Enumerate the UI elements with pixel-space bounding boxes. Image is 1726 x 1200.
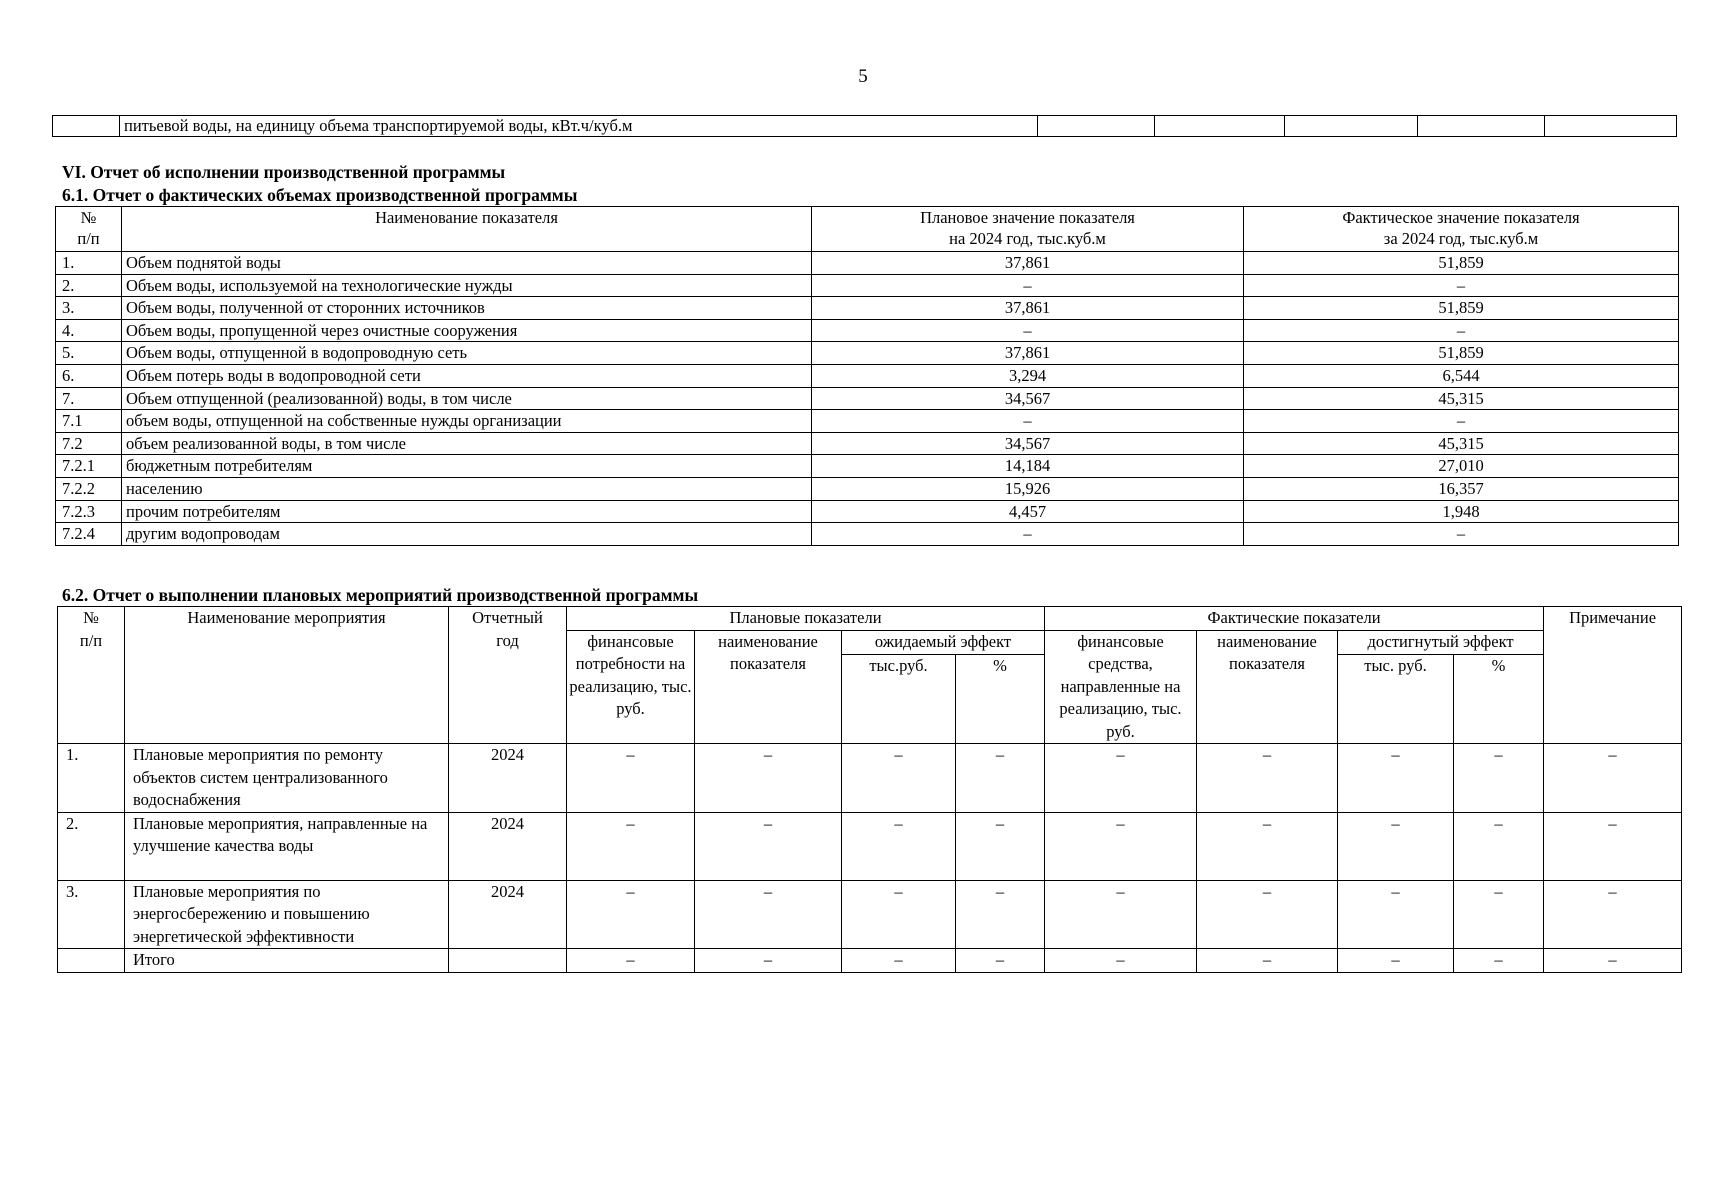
header-fact-effect-rub: тыс. руб. bbox=[1338, 654, 1454, 743]
table-6-1-title: 6.1. Отчет о фактических объемах производственной программы bbox=[62, 185, 578, 205]
table-cell bbox=[1285, 116, 1418, 137]
header-num bbox=[56, 207, 122, 252]
table-row bbox=[56, 477, 1679, 500]
row-measure-name: Плановые мероприятия по энергосбережению и повышению энергетической эффективности bbox=[125, 880, 449, 949]
row-plan-fin: – bbox=[567, 880, 695, 949]
table-row bbox=[56, 319, 1679, 342]
table-total-row bbox=[58, 949, 1682, 973]
table-row bbox=[56, 455, 1679, 478]
header-fact-indicator: наименование показателя bbox=[1197, 630, 1338, 744]
row-plan-value: 15,926 bbox=[812, 477, 1244, 500]
table-row bbox=[56, 274, 1679, 297]
header-measure-name: Наименование мероприятия bbox=[125, 607, 449, 744]
total-plan-effect-pct: – bbox=[956, 949, 1045, 973]
row-plan-indicator: – bbox=[695, 744, 842, 813]
row-plan-effect-pct: – bbox=[956, 880, 1045, 949]
table-row bbox=[56, 252, 1679, 275]
table-cell bbox=[53, 116, 120, 137]
row-fact-value: 51,859 bbox=[1244, 342, 1679, 365]
row-fact-effect-rub: – bbox=[1338, 812, 1454, 880]
row-num: 5. bbox=[56, 342, 122, 365]
row-fact-effect-rub: – bbox=[1338, 880, 1454, 949]
row-fact-fin: – bbox=[1045, 880, 1197, 949]
row-year: 2024 bbox=[449, 812, 567, 880]
row-num: 1. bbox=[58, 744, 125, 813]
volumes-table bbox=[55, 206, 1679, 546]
header-plan-line2: на 2024 год, тыс.куб.м bbox=[949, 229, 1106, 248]
header-year-line1: Отчетный bbox=[472, 608, 543, 627]
row-year: 2024 bbox=[449, 744, 567, 813]
row-name: Объем отпущенной (реализованной) воды, в том числе bbox=[122, 387, 812, 410]
row-name: Объем потерь воды в водопроводной сети bbox=[122, 364, 812, 387]
row-num: 7.2.1 bbox=[56, 455, 122, 478]
total-fact-indicator: – bbox=[1197, 949, 1338, 973]
row-fact-value: 16,357 bbox=[1244, 477, 1679, 500]
row-name: населению bbox=[122, 477, 812, 500]
row-fact-value: 1,948 bbox=[1244, 500, 1679, 523]
row-fact-value: – bbox=[1244, 319, 1679, 342]
row-measure-name: Плановые мероприятия по ремонту объектов систем централизованного водоснабжения bbox=[125, 744, 449, 813]
row-fact-fin: – bbox=[1045, 744, 1197, 813]
row-name: Объем поднятой воды bbox=[122, 252, 812, 275]
row-num: 7.2.4 bbox=[56, 523, 122, 546]
row-num: 3. bbox=[58, 880, 125, 949]
header-plan-effect-rub: тыс.руб. bbox=[842, 654, 956, 743]
table-header-row bbox=[58, 607, 1682, 631]
row-fact-value: – bbox=[1244, 523, 1679, 546]
total-year bbox=[449, 949, 567, 973]
total-fact-effect-pct: – bbox=[1454, 949, 1544, 973]
row-num: 7.1 bbox=[56, 410, 122, 433]
page-number: 5 bbox=[858, 66, 868, 87]
total-fact-fin: – bbox=[1045, 949, 1197, 973]
table-header-row bbox=[56, 207, 1679, 252]
row-num: 7.2.2 bbox=[56, 477, 122, 500]
row-fact-fin: – bbox=[1045, 812, 1197, 880]
row-name: бюджетным потребителям bbox=[122, 455, 812, 478]
total-num bbox=[58, 949, 125, 973]
table-6-2-title: 6.2. Отчет о выполнении плановых мероприятий производственной программы bbox=[62, 585, 699, 605]
row-plan-value: 14,184 bbox=[812, 455, 1244, 478]
row-fact-indicator: – bbox=[1197, 880, 1338, 949]
table-cell bbox=[1038, 116, 1155, 137]
row-plan-value: 37,861 bbox=[812, 297, 1244, 320]
row-num: 7.2 bbox=[56, 432, 122, 455]
row-measure-name: Плановые мероприятия, направленные на улучшение качества воды bbox=[125, 812, 449, 880]
row-year: 2024 bbox=[449, 880, 567, 949]
row-num: 4. bbox=[56, 319, 122, 342]
header-year-line2: год bbox=[496, 630, 519, 650]
table-cell bbox=[1545, 116, 1677, 137]
header-plan-group: Плановые показатели bbox=[567, 607, 1045, 631]
row-plan-fin: – bbox=[567, 744, 695, 813]
header-name: Наименование показателя bbox=[122, 207, 812, 252]
row-plan-value: – bbox=[812, 410, 1244, 433]
total-note: – bbox=[1544, 949, 1682, 973]
table-row bbox=[56, 410, 1679, 433]
row-fact-value: – bbox=[1244, 410, 1679, 433]
row-name: прочим потребителям bbox=[122, 500, 812, 523]
row-name: Объем воды, полученной от сторонних источников bbox=[122, 297, 812, 320]
header-plan bbox=[812, 207, 1244, 252]
header-plan-line1: Плановое значение показателя bbox=[920, 208, 1135, 227]
table-row bbox=[56, 523, 1679, 546]
row-plan-indicator: – bbox=[695, 812, 842, 880]
row-plan-value: – bbox=[812, 274, 1244, 297]
total-plan-fin: – bbox=[567, 949, 695, 973]
header-plan-effect: ожидаемый эффект bbox=[842, 630, 1045, 654]
header-fact-fin: финансовые средства, направленные на реализацию, тыс. руб. bbox=[1045, 630, 1197, 744]
row-plan-value: 3,294 bbox=[812, 364, 1244, 387]
row-num: 2. bbox=[56, 274, 122, 297]
row-fact-value: 51,859 bbox=[1244, 252, 1679, 275]
row-name: Объем воды, используемой на технологические нужды bbox=[122, 274, 812, 297]
row-plan-effect-pct: – bbox=[956, 812, 1045, 880]
header-num-line2: п/п bbox=[79, 630, 103, 650]
table-row bbox=[56, 500, 1679, 523]
total-fact-effect-rub: – bbox=[1338, 949, 1454, 973]
table-row bbox=[56, 342, 1679, 365]
row-name: Объем воды, пропущенной через очистные сооружения bbox=[122, 319, 812, 342]
header-fact bbox=[1244, 207, 1679, 252]
header-plan-effect-pct: % bbox=[956, 654, 1045, 743]
total-plan-effect-rub: – bbox=[842, 949, 956, 973]
row-name: объем реализованной воды, в том числе bbox=[122, 432, 812, 455]
table-row bbox=[58, 812, 1682, 880]
table-row bbox=[56, 297, 1679, 320]
table-cell bbox=[1155, 116, 1285, 137]
table-row bbox=[56, 364, 1679, 387]
row-plan-effect-rub: – bbox=[842, 744, 956, 813]
section-title: VI. Отчет об исполнении производственной программы bbox=[62, 162, 506, 182]
row-fact-value: 6,544 bbox=[1244, 364, 1679, 387]
header-plan-indicator: наименование показателя bbox=[695, 630, 842, 744]
row-name: другим водопроводам bbox=[122, 523, 812, 546]
header-num-line2: п/п bbox=[77, 229, 100, 248]
row-plan-value: 37,861 bbox=[812, 252, 1244, 275]
table-cell bbox=[1418, 116, 1545, 137]
header-num bbox=[58, 607, 125, 744]
row-num: 1. bbox=[56, 252, 122, 275]
header-fact-line2: за 2024 год, тыс.куб.м bbox=[1383, 229, 1539, 248]
header-note: Примечание bbox=[1544, 607, 1682, 744]
table-row bbox=[58, 880, 1682, 949]
row-num: 2. bbox=[58, 812, 125, 880]
row-fact-value: 45,315 bbox=[1244, 432, 1679, 455]
header-fact-effect: достигнутый эффект bbox=[1338, 630, 1544, 654]
row-fact-value: 45,315 bbox=[1244, 387, 1679, 410]
header-plan-fin: финансовые потребности на реализацию, тыс. руб. bbox=[567, 630, 695, 744]
header-num-line1: № bbox=[83, 608, 99, 627]
row-note: – bbox=[1544, 880, 1682, 949]
row-fact-value: 51,859 bbox=[1244, 297, 1679, 320]
row-name: Объем воды, отпущенной в водопроводную сеть bbox=[122, 342, 812, 365]
row-plan-fin: – bbox=[567, 812, 695, 880]
row-plan-indicator: – bbox=[695, 880, 842, 949]
row-num: 7.2.3 bbox=[56, 500, 122, 523]
continuation-text: питьевой воды, на единицу объема транспортируемой воды, кВт.ч/куб.м bbox=[120, 116, 1038, 137]
table-row bbox=[58, 744, 1682, 813]
measures-table bbox=[57, 606, 1682, 973]
row-note: – bbox=[1544, 812, 1682, 880]
row-plan-value: 34,567 bbox=[812, 387, 1244, 410]
row-plan-effect-pct: – bbox=[956, 744, 1045, 813]
row-fact-effect-pct: – bbox=[1454, 812, 1544, 880]
row-fact-effect-pct: – bbox=[1454, 880, 1544, 949]
total-plan-indicator: – bbox=[695, 949, 842, 973]
row-fact-value: 27,010 bbox=[1244, 455, 1679, 478]
continuation-table bbox=[52, 115, 1677, 137]
header-year bbox=[449, 607, 567, 744]
header-num-line1: № bbox=[80, 208, 97, 227]
row-plan-value: 4,457 bbox=[812, 500, 1244, 523]
row-fact-value: – bbox=[1244, 274, 1679, 297]
row-num: 6. bbox=[56, 364, 122, 387]
row-note: – bbox=[1544, 744, 1682, 813]
row-num: 7. bbox=[56, 387, 122, 410]
row-plan-value: 34,567 bbox=[812, 432, 1244, 455]
row-plan-effect-rub: – bbox=[842, 880, 956, 949]
header-fact-line1: Фактическое значение показателя bbox=[1342, 208, 1580, 227]
total-label: Итого bbox=[125, 949, 449, 973]
table-row bbox=[53, 116, 1677, 137]
row-plan-value: – bbox=[812, 319, 1244, 342]
row-fact-indicator: – bbox=[1197, 744, 1338, 813]
row-name: объем воды, отпущенной на собственные нужды организации bbox=[122, 410, 812, 433]
row-fact-effect-rub: – bbox=[1338, 744, 1454, 813]
header-fact-group: Фактические показатели bbox=[1045, 607, 1544, 631]
row-num: 3. bbox=[56, 297, 122, 320]
header-fact-effect-pct: % bbox=[1454, 654, 1544, 743]
row-fact-indicator: – bbox=[1197, 812, 1338, 880]
table-row bbox=[56, 432, 1679, 455]
row-fact-effect-pct: – bbox=[1454, 744, 1544, 813]
row-plan-value: 37,861 bbox=[812, 342, 1244, 365]
row-plan-value: – bbox=[812, 523, 1244, 546]
table-row bbox=[56, 387, 1679, 410]
row-plan-effect-rub: – bbox=[842, 812, 956, 880]
